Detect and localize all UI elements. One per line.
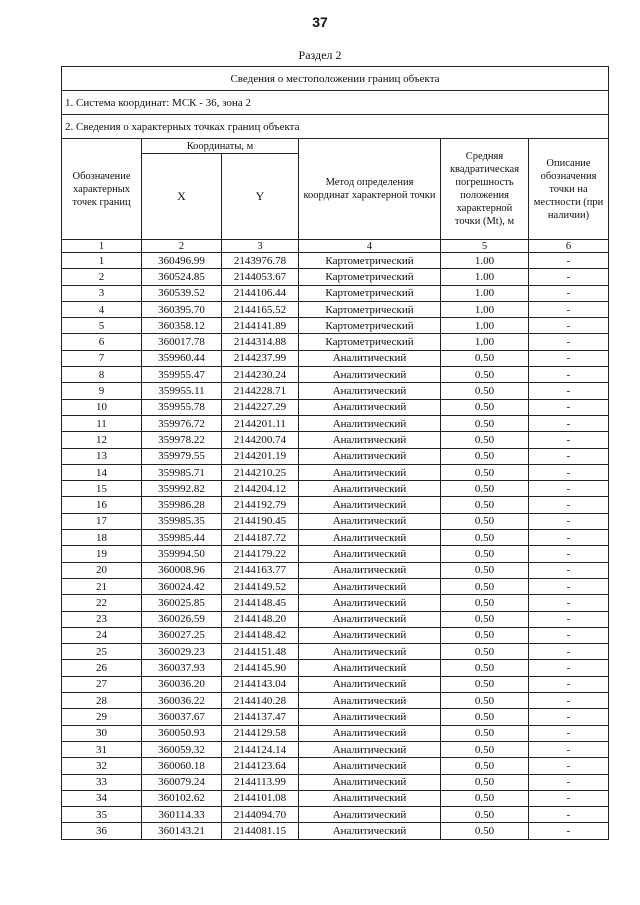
method-cell: Аналитический — [299, 367, 441, 383]
y-cell: 2143976.78 — [222, 253, 299, 269]
table-row — [62, 399, 609, 415]
header-y: Y — [222, 154, 299, 240]
table-row — [62, 790, 609, 806]
method-cell: Аналитический — [299, 758, 441, 774]
point-id-cell: 15 — [62, 481, 142, 497]
y-cell: 2144124.14 — [222, 741, 299, 757]
method-cell: Аналитический — [299, 676, 441, 692]
table-row — [62, 807, 609, 823]
x-cell: 359955.11 — [142, 383, 222, 399]
table-row — [62, 741, 609, 757]
table-row — [62, 415, 609, 431]
accuracy-cell: 0.50 — [441, 725, 529, 741]
x-cell: 359955.47 — [142, 367, 222, 383]
description-cell: - — [529, 790, 609, 806]
description-cell: - — [529, 497, 609, 513]
accuracy-cell: 1.00 — [441, 269, 529, 285]
accuracy-cell: 0.50 — [441, 627, 529, 643]
method-cell: Аналитический — [299, 562, 441, 578]
description-cell: - — [529, 823, 609, 839]
method-cell: Аналитический — [299, 595, 441, 611]
point-id-cell: 14 — [62, 464, 142, 480]
table-row — [62, 578, 609, 594]
table-row — [62, 709, 609, 725]
points-heading: 2. Сведения о характерных точках границ объекта — [62, 115, 609, 139]
method-cell: Аналитический — [299, 513, 441, 529]
description-cell: - — [529, 644, 609, 660]
y-cell: 2144081.15 — [222, 823, 299, 839]
y-cell: 2144230.24 — [222, 367, 299, 383]
method-cell: Аналитический — [299, 627, 441, 643]
method-cell: Аналитический — [299, 725, 441, 741]
accuracy-cell: 0.50 — [441, 399, 529, 415]
table-title: Сведения о местоположении границ объекта — [62, 67, 609, 91]
y-cell: 2144163.77 — [222, 562, 299, 578]
table-row — [62, 693, 609, 709]
x-cell: 360358.12 — [142, 318, 222, 334]
column-number: 1 — [62, 240, 142, 253]
table-row — [62, 269, 609, 285]
method-cell: Аналитический — [299, 464, 441, 480]
accuracy-cell: 0.50 — [441, 530, 529, 546]
table-row — [62, 481, 609, 497]
point-id-cell: 29 — [62, 709, 142, 725]
point-id-cell: 33 — [62, 774, 142, 790]
point-id-cell: 3 — [62, 285, 142, 301]
accuracy-cell: 0.50 — [441, 644, 529, 660]
method-cell: Аналитический — [299, 790, 441, 806]
y-cell: 2144204.12 — [222, 481, 299, 497]
table-row — [62, 823, 609, 839]
accuracy-cell: 0.50 — [441, 774, 529, 790]
y-cell: 2144148.42 — [222, 627, 299, 643]
x-cell: 360008.96 — [142, 562, 222, 578]
description-cell: - — [529, 741, 609, 757]
point-id-cell: 20 — [62, 562, 142, 578]
x-cell: 360539.52 — [142, 285, 222, 301]
table-row — [62, 676, 609, 692]
method-cell: Картометрический — [299, 285, 441, 301]
point-id-cell: 28 — [62, 693, 142, 709]
description-cell: - — [529, 562, 609, 578]
accuracy-cell: 0.50 — [441, 741, 529, 757]
point-id-cell: 35 — [62, 807, 142, 823]
header-x: X — [142, 154, 222, 240]
point-id-cell: 36 — [62, 823, 142, 839]
x-cell: 360037.67 — [142, 709, 222, 725]
x-cell: 360029.23 — [142, 644, 222, 660]
accuracy-cell: 0.50 — [441, 481, 529, 497]
description-cell: - — [529, 285, 609, 301]
y-cell: 2144165.52 — [222, 301, 299, 317]
point-id-cell: 8 — [62, 367, 142, 383]
method-cell: Аналитический — [299, 774, 441, 790]
accuracy-cell: 0.50 — [441, 546, 529, 562]
column-numbers-row — [62, 240, 609, 253]
method-cell: Аналитический — [299, 823, 441, 839]
description-cell: - — [529, 350, 609, 366]
x-cell: 360025.85 — [142, 595, 222, 611]
point-id-cell: 7 — [62, 350, 142, 366]
table-row — [62, 660, 609, 676]
header-point-id: Обозначение характерных точек границ — [62, 139, 142, 240]
accuracy-cell: 0.50 — [441, 383, 529, 399]
y-cell: 2144237.99 — [222, 350, 299, 366]
method-cell: Аналитический — [299, 448, 441, 464]
x-cell: 359985.35 — [142, 513, 222, 529]
accuracy-cell: 0.50 — [441, 807, 529, 823]
description-cell: - — [529, 530, 609, 546]
x-cell: 360050.93 — [142, 725, 222, 741]
x-cell: 360026.59 — [142, 611, 222, 627]
point-id-cell: 10 — [62, 399, 142, 415]
table-row — [62, 301, 609, 317]
table-row — [62, 464, 609, 480]
method-cell: Аналитический — [299, 432, 441, 448]
point-id-cell: 18 — [62, 530, 142, 546]
table-row — [62, 513, 609, 529]
table-row — [62, 627, 609, 643]
column-number: 4 — [299, 240, 441, 253]
description-cell: - — [529, 301, 609, 317]
point-id-cell: 32 — [62, 758, 142, 774]
description-cell: - — [529, 464, 609, 480]
method-cell: Аналитический — [299, 644, 441, 660]
accuracy-cell: 0.50 — [441, 464, 529, 480]
method-cell: Аналитический — [299, 481, 441, 497]
description-cell: - — [529, 269, 609, 285]
method-cell: Аналитический — [299, 546, 441, 562]
y-cell: 2144210.25 — [222, 464, 299, 480]
point-id-cell: 31 — [62, 741, 142, 757]
description-cell: - — [529, 693, 609, 709]
page-number: 37 — [312, 14, 328, 30]
x-cell: 360114.33 — [142, 807, 222, 823]
y-cell: 2144201.11 — [222, 415, 299, 431]
table-row — [62, 562, 609, 578]
method-cell: Картометрический — [299, 334, 441, 350]
description-cell: - — [529, 448, 609, 464]
y-cell: 2144141.89 — [222, 318, 299, 334]
coordinate-system: 1. Система координат: МСК - 36, зона 2 — [62, 91, 609, 115]
point-id-cell: 4 — [62, 301, 142, 317]
description-cell: - — [529, 611, 609, 627]
x-cell: 359978.22 — [142, 432, 222, 448]
description-cell: - — [529, 334, 609, 350]
table-row — [62, 383, 609, 399]
y-cell: 2144192.79 — [222, 497, 299, 513]
accuracy-cell: 1.00 — [441, 301, 529, 317]
point-id-cell: 30 — [62, 725, 142, 741]
x-cell: 359986.28 — [142, 497, 222, 513]
description-cell: - — [529, 774, 609, 790]
point-id-cell: 22 — [62, 595, 142, 611]
description-cell: - — [529, 253, 609, 269]
x-cell: 360143.21 — [142, 823, 222, 839]
description-cell: - — [529, 709, 609, 725]
table-row — [62, 367, 609, 383]
description-cell: - — [529, 758, 609, 774]
y-cell: 2144137.47 — [222, 709, 299, 725]
accuracy-cell: 1.00 — [441, 253, 529, 269]
y-cell: 2144143.04 — [222, 676, 299, 692]
point-id-cell: 27 — [62, 676, 142, 692]
x-cell: 359985.44 — [142, 530, 222, 546]
accuracy-cell: 0.50 — [441, 790, 529, 806]
description-cell: - — [529, 415, 609, 431]
point-id-cell: 34 — [62, 790, 142, 806]
x-cell: 359976.72 — [142, 415, 222, 431]
y-cell: 2144053.67 — [222, 269, 299, 285]
point-id-cell: 12 — [62, 432, 142, 448]
accuracy-cell: 0.50 — [441, 611, 529, 627]
accuracy-cell: 1.00 — [441, 334, 529, 350]
method-cell: Аналитический — [299, 709, 441, 725]
y-cell: 2144094.70 — [222, 807, 299, 823]
x-cell: 359979.55 — [142, 448, 222, 464]
accuracy-cell: 0.50 — [441, 432, 529, 448]
method-cell: Картометрический — [299, 269, 441, 285]
table-row — [62, 774, 609, 790]
y-cell: 2144129.58 — [222, 725, 299, 741]
description-cell: - — [529, 383, 609, 399]
method-cell: Аналитический — [299, 578, 441, 594]
accuracy-cell: 0.50 — [441, 415, 529, 431]
x-cell: 359960.44 — [142, 350, 222, 366]
y-cell: 2144227.29 — [222, 399, 299, 415]
y-cell: 2144145.90 — [222, 660, 299, 676]
table-row — [62, 334, 609, 350]
method-cell: Аналитический — [299, 611, 441, 627]
x-cell: 360496.99 — [142, 253, 222, 269]
point-id-cell: 25 — [62, 644, 142, 660]
y-cell: 2144149.52 — [222, 578, 299, 594]
y-cell: 2144106.44 — [222, 285, 299, 301]
point-id-cell: 2 — [62, 269, 142, 285]
table-row — [62, 318, 609, 334]
description-cell: - — [529, 807, 609, 823]
method-cell: Аналитический — [299, 807, 441, 823]
point-id-cell: 1 — [62, 253, 142, 269]
y-cell: 2144190.45 — [222, 513, 299, 529]
header-method: Метод определения координат характерной точки — [299, 139, 441, 240]
y-cell: 2144151.48 — [222, 644, 299, 660]
y-cell: 2144148.20 — [222, 611, 299, 627]
x-cell: 360059.32 — [142, 741, 222, 757]
column-number: 5 — [441, 240, 529, 253]
description-cell: - — [529, 546, 609, 562]
method-cell: Аналитический — [299, 415, 441, 431]
description-cell: - — [529, 367, 609, 383]
section-title: Раздел 2 — [298, 48, 342, 62]
point-id-cell: 13 — [62, 448, 142, 464]
accuracy-cell: 0.50 — [441, 350, 529, 366]
description-cell: - — [529, 481, 609, 497]
description-cell: - — [529, 660, 609, 676]
accuracy-cell: 0.50 — [441, 513, 529, 529]
x-cell: 360024.42 — [142, 578, 222, 594]
method-cell: Аналитический — [299, 741, 441, 757]
x-cell: 360017.78 — [142, 334, 222, 350]
points-table-body — [62, 253, 609, 840]
table-row — [62, 530, 609, 546]
point-id-cell: 11 — [62, 415, 142, 431]
point-id-cell: 17 — [62, 513, 142, 529]
table-row — [62, 595, 609, 611]
method-cell: Аналитический — [299, 660, 441, 676]
description-cell: - — [529, 725, 609, 741]
point-id-cell: 26 — [62, 660, 142, 676]
x-cell: 360102.62 — [142, 790, 222, 806]
y-cell: 2144140.28 — [222, 693, 299, 709]
method-cell: Картометрический — [299, 318, 441, 334]
x-cell: 360027.25 — [142, 627, 222, 643]
table-row — [62, 725, 609, 741]
x-cell: 359955.78 — [142, 399, 222, 415]
method-cell: Аналитический — [299, 350, 441, 366]
x-cell: 360036.22 — [142, 693, 222, 709]
x-cell: 360036.20 — [142, 676, 222, 692]
accuracy-cell: 1.00 — [441, 285, 529, 301]
description-cell: - — [529, 627, 609, 643]
y-cell: 2144314.88 — [222, 334, 299, 350]
table-row — [62, 497, 609, 513]
description-cell: - — [529, 399, 609, 415]
y-cell: 2144123.64 — [222, 758, 299, 774]
accuracy-cell: 0.50 — [441, 497, 529, 513]
table-row — [62, 448, 609, 464]
point-id-cell: 24 — [62, 627, 142, 643]
y-cell: 2144201.19 — [222, 448, 299, 464]
boundary-points-table — [61, 66, 609, 840]
accuracy-cell: 0.50 — [441, 758, 529, 774]
header-accuracy: Средняя квадратическая погрешность положения характерной точки (Mt), м — [441, 139, 529, 240]
description-cell: - — [529, 676, 609, 692]
y-cell: 2144228.71 — [222, 383, 299, 399]
accuracy-cell: 0.50 — [441, 562, 529, 578]
method-cell: Аналитический — [299, 399, 441, 415]
method-cell: Аналитический — [299, 383, 441, 399]
point-id-cell: 19 — [62, 546, 142, 562]
method-cell: Аналитический — [299, 497, 441, 513]
point-id-cell: 21 — [62, 578, 142, 594]
y-cell: 2144179.22 — [222, 546, 299, 562]
x-cell: 360524.85 — [142, 269, 222, 285]
table-row — [62, 611, 609, 627]
point-id-cell: 9 — [62, 383, 142, 399]
x-cell: 359992.82 — [142, 481, 222, 497]
description-cell: - — [529, 578, 609, 594]
description-cell: - — [529, 595, 609, 611]
table-row — [62, 432, 609, 448]
accuracy-cell: 1.00 — [441, 318, 529, 334]
accuracy-cell: 0.50 — [441, 595, 529, 611]
table-row — [62, 644, 609, 660]
column-number: 3 — [222, 240, 299, 253]
method-cell: Картометрический — [299, 253, 441, 269]
y-cell: 2144187.72 — [222, 530, 299, 546]
accuracy-cell: 0.50 — [441, 660, 529, 676]
accuracy-cell: 0.50 — [441, 367, 529, 383]
table-row — [62, 758, 609, 774]
x-cell: 360060.18 — [142, 758, 222, 774]
table-row — [62, 253, 609, 269]
point-id-cell: 16 — [62, 497, 142, 513]
accuracy-cell: 0.50 — [441, 709, 529, 725]
header-coordinates: Координаты, м — [142, 139, 299, 154]
column-number: 6 — [529, 240, 609, 253]
accuracy-cell: 0.50 — [441, 676, 529, 692]
description-cell: - — [529, 318, 609, 334]
point-id-cell: 23 — [62, 611, 142, 627]
accuracy-cell: 0.50 — [441, 578, 529, 594]
accuracy-cell: 0.50 — [441, 693, 529, 709]
y-cell: 2144200.74 — [222, 432, 299, 448]
column-number: 2 — [142, 240, 222, 253]
point-id-cell: 5 — [62, 318, 142, 334]
description-cell: - — [529, 432, 609, 448]
x-cell: 359994.50 — [142, 546, 222, 562]
header-description: Описание обозначения точки на местности (при наличии) — [529, 139, 609, 240]
method-cell: Аналитический — [299, 530, 441, 546]
description-cell: - — [529, 513, 609, 529]
method-cell: Аналитический — [299, 693, 441, 709]
accuracy-cell: 0.50 — [441, 448, 529, 464]
table-row — [62, 350, 609, 366]
x-cell: 360037.93 — [142, 660, 222, 676]
y-cell: 2144101.08 — [222, 790, 299, 806]
x-cell: 360395.70 — [142, 301, 222, 317]
method-cell: Картометрический — [299, 301, 441, 317]
y-cell: 2144113.99 — [222, 774, 299, 790]
table-row — [62, 285, 609, 301]
y-cell: 2144148.45 — [222, 595, 299, 611]
x-cell: 360079.24 — [142, 774, 222, 790]
point-id-cell: 6 — [62, 334, 142, 350]
accuracy-cell: 0.50 — [441, 823, 529, 839]
x-cell: 359985.71 — [142, 464, 222, 480]
table-row — [62, 546, 609, 562]
